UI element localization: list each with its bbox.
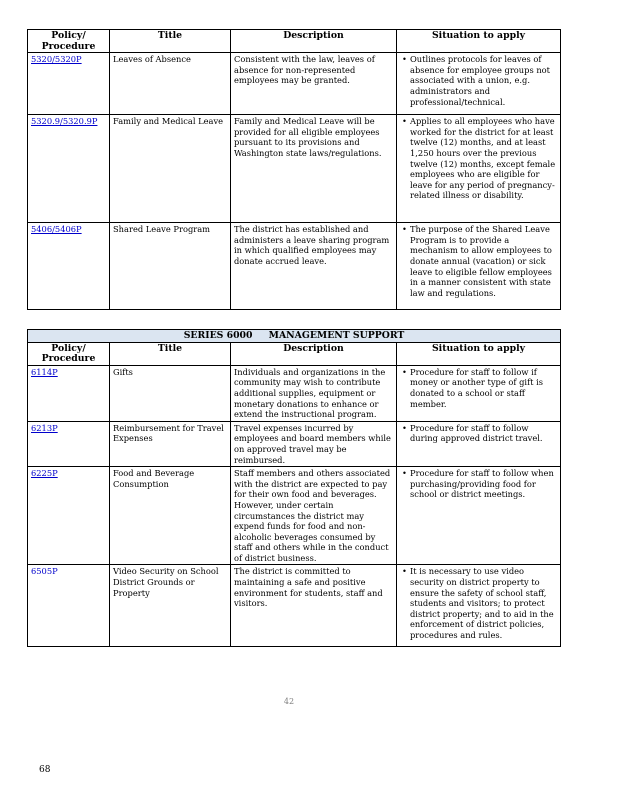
header-title: Title xyxy=(110,342,231,365)
leave-policies-table xyxy=(27,29,561,310)
policy-code-link[interactable]: 5406/5406P xyxy=(31,224,82,235)
title-cell: Food and Beverage Consumption xyxy=(110,467,231,565)
table-row xyxy=(28,421,561,466)
title-cell: Shared Leave Program xyxy=(110,223,231,310)
description-cell: Individuals and organizations in the community may wish to contribute additional supplies, equipment or monetary donations to enhance or extend the instructional program. xyxy=(231,365,397,421)
policy-cell xyxy=(28,467,110,565)
table-row xyxy=(28,565,561,647)
header-description: Description xyxy=(231,30,397,53)
description-cell: Staff members and others associated with the district are expected to pay for their own food and beverages. However, under certain circumstances the district may expend funds for food and non-alcoholic beverages consumed by staff and others while in the conduct of district business. xyxy=(231,467,397,565)
document-page-number: 68 xyxy=(39,765,51,775)
policy-cell xyxy=(28,53,110,115)
situation-cell xyxy=(397,467,561,565)
title-cell: Reimbursement for Travel Expenses xyxy=(110,421,231,466)
situation-cell xyxy=(397,115,561,223)
situation-cell xyxy=(397,223,561,310)
bullet-icon: • xyxy=(402,422,407,433)
description-cell: Consistent with the law, leaves of absence for non-represented employees may be granted. xyxy=(231,53,397,115)
policy-code-link[interactable]: 5320/5320P xyxy=(31,54,82,65)
title-cell: Family and Medical Leave xyxy=(110,115,231,223)
policy-cell xyxy=(28,115,110,223)
policy-cell xyxy=(28,365,110,421)
situation-text: Procedure for staff to follow if money or another type of gift is donated to a school or staff member. xyxy=(410,366,544,409)
bullet-icon: • xyxy=(402,566,407,577)
situation-text: Procedure for staff to follow when purchasing/providing food for school or district meetings. xyxy=(410,468,554,500)
table-header-row xyxy=(28,30,561,53)
header-policy: Policy/ Procedure xyxy=(28,342,110,365)
description-cell: Family and Medical Leave will be provided for all eligible employees pursuant to its provisions and Washington state laws/regulations. xyxy=(231,115,397,223)
situation-text: It is necessary to use video security on district property to ensure the safety of school staff, students and visitors; to protect district property; and to aid in the enforcement of district policies, procedures and rules. xyxy=(410,566,554,641)
title-cell: Gifts xyxy=(110,365,231,421)
bullet-icon: • xyxy=(402,224,407,235)
policy-code-link[interactable]: 5320.9/5320.9P xyxy=(31,116,98,127)
description-cell: The district is committed to maintaining a safe and positive environment for students, staff and visitors. xyxy=(231,565,397,647)
table-row xyxy=(28,467,561,565)
bullet-icon: • xyxy=(402,468,407,479)
table-row xyxy=(28,223,561,310)
policy-code-link[interactable]: 6114P xyxy=(31,366,58,377)
situation-cell xyxy=(397,53,561,115)
header-situation: Situation to apply xyxy=(397,30,561,53)
table-row xyxy=(28,115,561,223)
bullet-icon: • xyxy=(402,116,407,127)
policy-cell xyxy=(28,421,110,466)
situation-text: Applies to all employees who have worked for the district for at least twelve (12) months, and at least 1,250 hours over the previous twelve (12) months, except female employees who are eligible for leave for any period of pregnancy-related illness or disability. xyxy=(410,116,556,201)
policy-cell xyxy=(28,565,110,647)
series-header-row xyxy=(28,330,561,343)
situation-text: The purpose of the Shared Leave Program is to provide a mechanism to allow employees to donate annual (vacation) or sick leave to eligible fellow employees in a manner consistent with state law and regulations. xyxy=(410,224,552,298)
table-header-row xyxy=(28,342,561,365)
bullet-icon: • xyxy=(402,366,407,377)
description-cell: The district has established and administers a leave sharing program in which qualified employees may donate accrued leave. xyxy=(231,223,397,310)
situation-text: Outlines protocols for leaves of absence for employee groups not associated with a union, e.g. administrators and professional/technical. xyxy=(410,54,551,107)
header-description: Description xyxy=(231,342,397,365)
title-cell: Video Security on School District Grounds or Property xyxy=(110,565,231,647)
title-cell: Leaves of Absence xyxy=(110,53,231,115)
policy-code-link[interactable]: 6505P xyxy=(31,566,58,577)
situation-cell xyxy=(397,565,561,647)
policy-cell xyxy=(28,223,110,310)
situation-cell xyxy=(397,421,561,466)
header-title: Title xyxy=(110,30,231,53)
header-policy: Policy/ Procedure xyxy=(28,30,110,53)
situation-text: Procedure for staff to follow during approved district travel. xyxy=(410,422,543,444)
policy-code-link[interactable]: 6213P xyxy=(31,422,58,433)
series-title: SERIES 6000 MANAGEMENT SUPPORT xyxy=(28,330,561,343)
table-row xyxy=(28,365,561,421)
management-support-table xyxy=(27,329,561,647)
page-number: 42 xyxy=(283,697,295,706)
situation-cell xyxy=(397,365,561,421)
description-cell: Travel expenses incurred by employees and board members while on approved travel may be reimbursed. xyxy=(231,421,397,466)
bullet-icon: • xyxy=(402,54,407,65)
policy-code-link[interactable]: 6225P xyxy=(31,468,58,479)
table-row xyxy=(28,53,561,115)
header-situation: Situation to apply xyxy=(397,342,561,365)
